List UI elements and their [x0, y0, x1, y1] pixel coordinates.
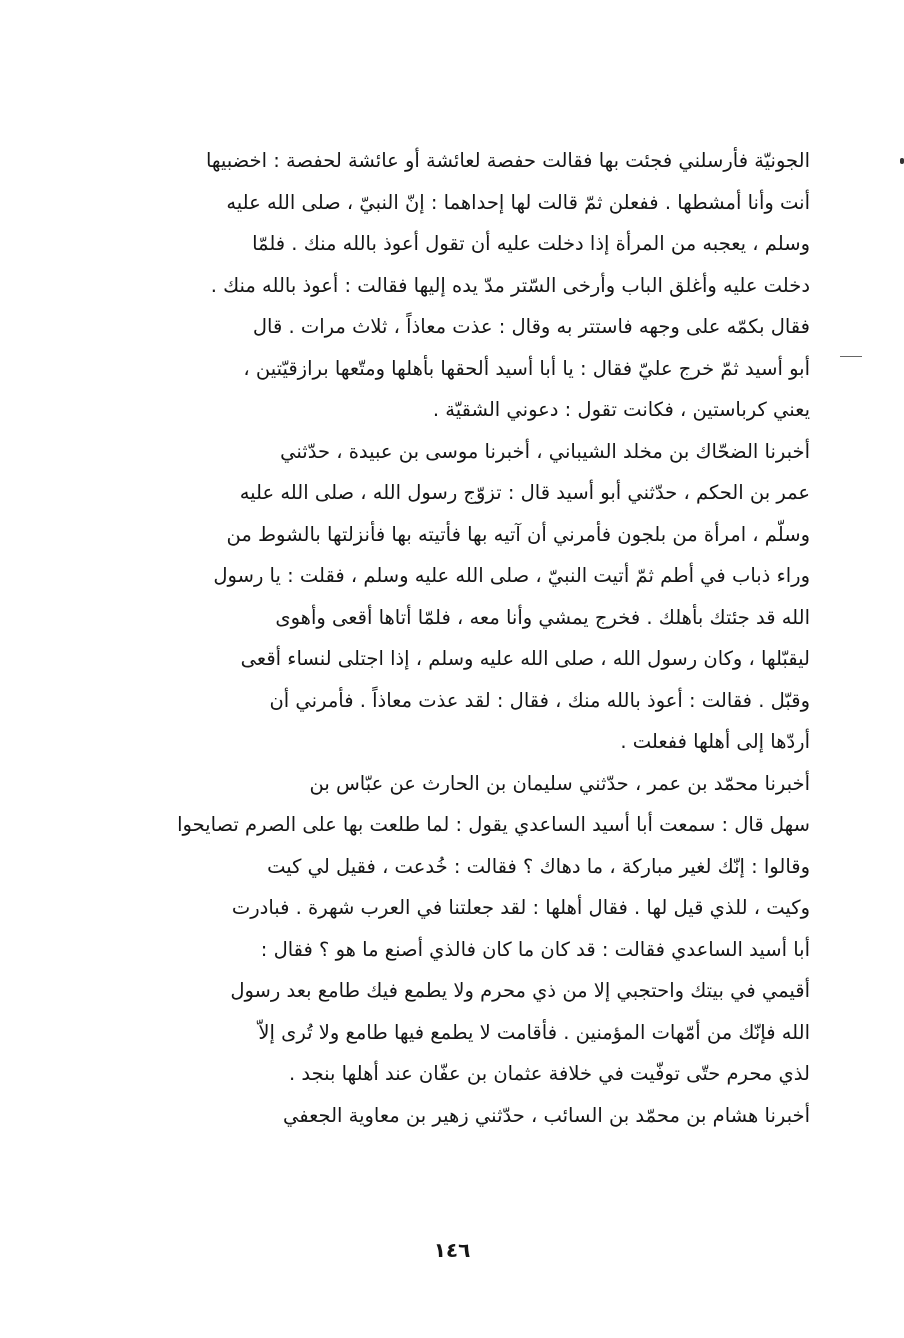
text-line: وراء ذباب في أطم ثمّ أتيت النبيّ ، صلى الله عليه وسلم ، فقلت : يا رسول [213, 564, 810, 587]
text-line: ليقبّلها ، وكان رسول الله ، صلى الله عليه وسلم ، إذا اجتلى لنساء أقعى [240, 647, 810, 670]
text-line: دخلت عليه وأغلق الباب وأرخى السّتر مدّ يده إليها فقالت : أعوذ بالله منك . [210, 273, 810, 297]
margin-ink-dot [900, 158, 904, 164]
text-line: الله قد جئتك بأهلك . فخرج يمشي وأنا معه ، فلمّا أتاها أقعى وأهوى [275, 605, 810, 629]
text-line: أبو أسيد ثمّ خرج عليّ فقال : يا أبا أسيد ألحقها بأهلها ومتّعها برازقيّتين ، [243, 356, 810, 380]
text-line: وقالوا : إنّك لغير مباركة ، ما دهاك ؟ فقالت : خُدعت ، فقيل لي كيت [267, 854, 810, 878]
text-line: وسلّم ، امرأة من بلجون فأمرني أن آتيه بها فأتيته بها فأنزلتها بالشوط من [226, 522, 810, 546]
text-line: أبا أسيد الساعدي فقالت : قد كان ما كان فالذي أصنع ما هو ؟ فقال : [260, 937, 810, 961]
text-line: أخبرنا الضحّاك بن مخلد الشيباني ، أخبرنا موسى بن عبيدة ، حدّثني [280, 439, 810, 463]
text-line: أخبرنا محمّد بن عمر ، حدّثني سليمان بن الحارث عن عبّاس بن [309, 771, 810, 795]
text-line: وكيت ، للذي قيل لها . فقال أهلها : لقد جعلتنا في العرب شهرة . فبادرت [231, 896, 810, 919]
page-number: ١٤٦ [433, 1238, 471, 1262]
text-line: يعني كرباستين ، فكانت تقول : دعوني الشقيّة . [432, 398, 810, 421]
margin-ink-dash [840, 356, 862, 357]
text-line: لذي محرم حتّى توفّيت في خلافة عثمان بن عفّان عند أهلها بنجد . [288, 1062, 810, 1085]
text-line: الله فإنّك من أمّهات المؤمنين . فأقامت لا يطمع فيها طامع ولا تُرى إلاّ [258, 1020, 810, 1044]
text-line: فقال بكمّه على وجهه فاستتر به وقال : عذت معاذاً ، ثلاث مرات . قال [252, 315, 810, 338]
text-line: أقيمي في بيتك واحتجبي إلا من ذي محرم ولا يطمع فيك طامع بعد رسول [230, 979, 810, 1002]
text-line: أردّها إلى أهلها ففعلت . [620, 730, 810, 753]
text-line: وقبّل . فقالت : أعوذ بالله منك ، فقال : لقد عذت معاذاً . فأمرني أن [269, 688, 810, 712]
text-line: عمر بن الحكم ، حدّثني أبو أسيد قال : تزوّج رسول الله ، صلى الله عليه [239, 481, 810, 504]
text-line: أخبرنا هشام بن محمّد بن السائب ، حدّثني زهير بن معاوية الجعفي [282, 1103, 810, 1127]
body-text [100, 140, 810, 1136]
text-line: وسلم ، يعجبه من المرأة إذا دخلت عليه أن تقول أعوذ بالله منك . فلمّا [252, 232, 810, 255]
text-line: سهل قال : سمعت أبا أسيد الساعدي يقول : لما طلعت بها على الصرم تصايحوا [177, 813, 810, 836]
text-line: أنت وأنا أمشطها . ففعلن ثمّ قالت لها إحداهما : إنّ النبيّ ، صلى الله عليه [226, 190, 810, 214]
text-line: الجونيّة فأرسلني فجئت بها فقالت حفصة لعائشة أو عائشة لحفصة : اخضبيها [205, 149, 810, 172]
